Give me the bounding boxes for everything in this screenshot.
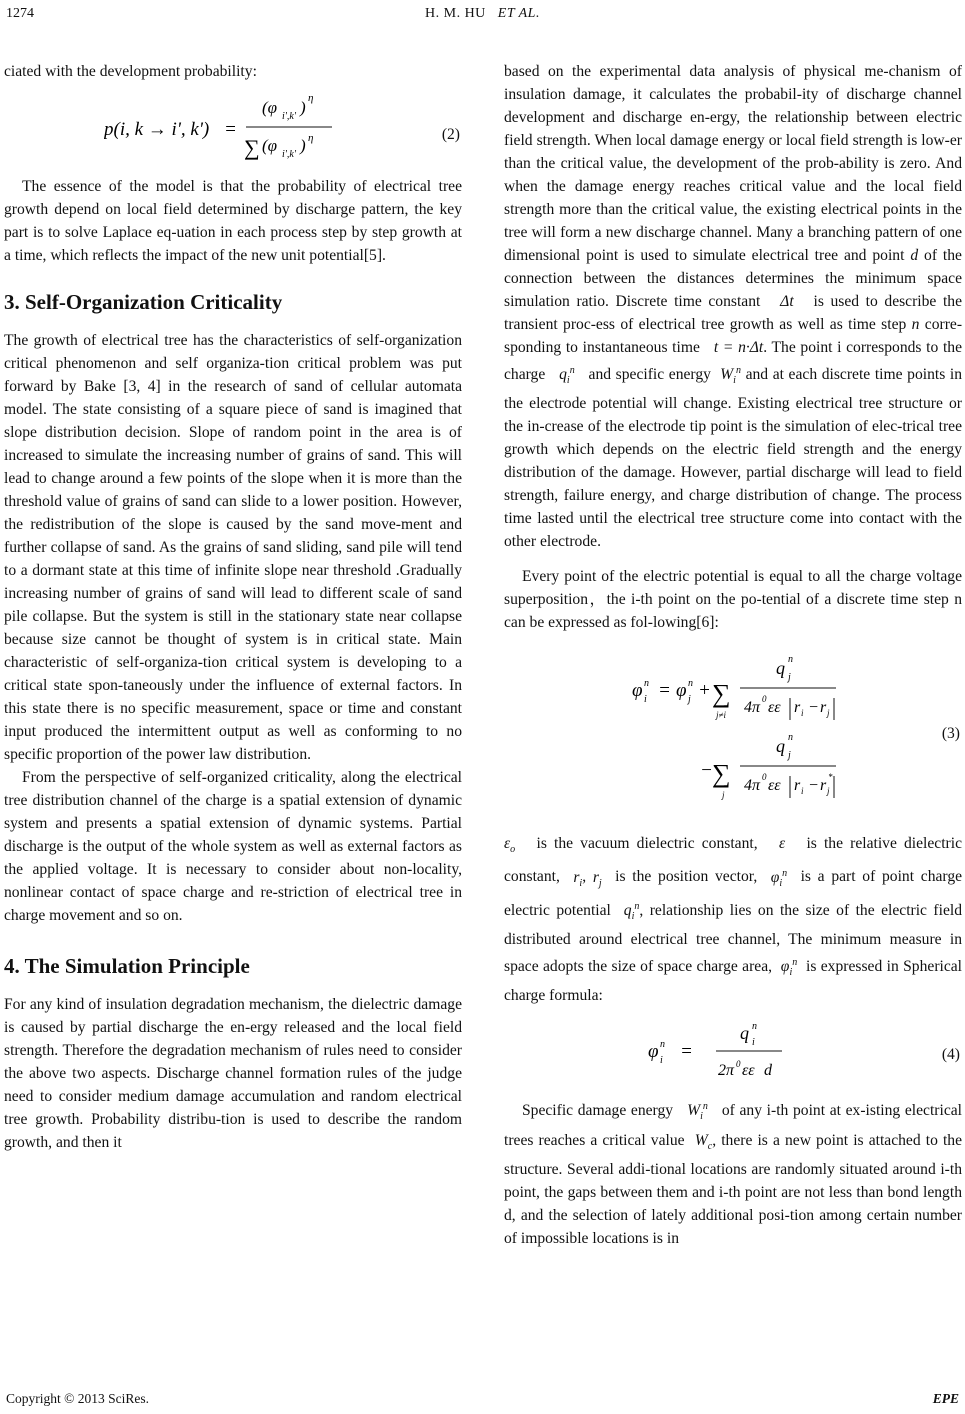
text-run: , there is a new point is attached to the structure. Several addi-tional locations are randomly situated around i-th point, the gaps between them and i-th point are not less than bond length d, and the selection of lately additional posi-tion among certain number of impossible locations is in	[504, 1131, 963, 1247]
equation-4-formula	[644, 1017, 844, 1087]
right-column	[504, 60, 962, 1250]
symbol-d: d	[910, 247, 919, 264]
left-column	[4, 60, 462, 1154]
svg-text:j: j	[788, 750, 791, 762]
symbol-w-c: $W_c$	[694, 1131, 713, 1152]
svg-text:j: j	[827, 786, 830, 797]
svg-text:φ: φ	[632, 680, 643, 702]
paragraph-symbol-definitions: $\varepsilon_o$ is the vacuum dielectric constant, ε is the relative dielectric constant, $r_i$, $r_j$ is the position vector, $\varphi_i^n$ is a part of point charge electric potential $q_i^n$, relationship lies on the size of the electric field distributed around electrical tree channel, The minimum measure in space adopts the size of space charge area, $\varphi_i^n$ is expressed in Spherical charge formula:	[504, 835, 963, 1005]
svg-text:i: i	[752, 1037, 755, 1049]
svg-text:(φ: (φ	[262, 98, 278, 117]
svg-text:n: n	[788, 732, 793, 744]
svg-text:): )	[300, 98, 306, 117]
svg-text:−: −	[808, 699, 819, 717]
svg-text:η: η	[308, 132, 314, 144]
equation-3-number: (3)	[941, 725, 960, 743]
equation-2	[4, 89, 462, 167]
symbol-r-j: $r_j$	[592, 868, 602, 889]
svg-text:*: *	[828, 772, 833, 783]
svg-text:q: q	[776, 658, 785, 679]
svg-text:n: n	[688, 678, 693, 690]
running-header-authors: H. M. HU	[425, 6, 486, 21]
text-run: is used to describe the transient proc-ess of electrical tree growth as well as time step	[504, 293, 963, 333]
svg-text:0: 0	[762, 772, 767, 783]
footer-journal: EPE	[932, 1391, 959, 1406]
svg-text:j: j	[722, 790, 725, 801]
svg-text:φ: φ	[676, 680, 687, 702]
paragraph-potential: Every point of the electric potential is equal to all the charge voltage superposition，the i-th point on the po-tential of a discrete time step n can be expressed as fol-lowing[6]:	[504, 568, 962, 632]
paragraph-soc-1: The growth of electrical tree has the characteristics of self-organization critical phenomenon and self organiza-tion critical problem was put forward by Bake [3, 4] in the research of sand of cellular automata model. The state consisting of a square piece of sand is imagined that slope distribution decision. Slope of random point in the area is of increased to simulate the increasing number of grains of sand. This will lead to change around a few points of the slope when it is more than the threshold value of grains of sand can slide to a lower position. However, the redistribution of the slope is caused by the sand move-ment and further collapse of sand. As the grains of sand sliding, sand pile will tend to a dormant state at this time of infinite slope near threshold .Gradually increasing number of grains of sand will lead to different scale of sand pile collapse. But the system is still in the stationary state near collapse because size cannot be thought of system is in critical state. Main characteristic of self-organiza-tion critical system is developing to a critical state spon-taneously under the influence of external factors. In this state there is no specific measurement, space or time and constant input produced the intermittent output as well as conforming to no specific proportion of the power law distribution.	[4, 332, 462, 763]
paragraph-model-essence: The essence of the model is that the probability of electrical tree growth depend on local field determined by discharge pattern, the key part is to solve Laplace eq-uation in each process step by step growth at a time, which reflects the impact of the new unit potential[5].	[4, 178, 462, 264]
text-run: is the vacuum dielectric constant,	[536, 835, 758, 853]
text-run: and at each discrete time points in the electrode potential will change. Existing electrical tree structure or the in-crease of the electrode tip point is the simulation of elec-trical tree growth which depends on the electric field strength and the energy distribution of the damage. However, partial discharge will lead to field strength, failure energy, and charge distribution of change. The process time lasted until the electrical tree structure come into contact with the other electrode.	[504, 366, 963, 551]
svg-text:4π: 4π	[744, 699, 761, 717]
svg-text:−: −	[700, 760, 713, 782]
symbol-delta-t: Δt	[780, 293, 794, 310]
text-run: is the relative dielectric constant,	[504, 835, 963, 886]
svg-text:i',k': i',k'	[282, 111, 296, 122]
equation-2-number: (2)	[441, 126, 460, 143]
svg-text:εε: εε	[742, 1062, 755, 1080]
svg-text:j: j	[688, 694, 691, 706]
text-run: based on the experimental data analysis of physical me-chanism of insulation damage, it calculates the probabil-ity of discharge channel development and discharge en-ergy, the relationship between electric field strength. When local damage energy or local field strength is low-er than the critical value, the development of the prob-ability is zero. And when the damage energy reaches critical value and the local field strength more than the critical value, the existing electrical points in the tree will form a new discharge channel. Many a branching pattern of one dimensional point is used to simulate electrical tree and point	[504, 63, 962, 264]
svg-text:∑: ∑	[712, 679, 731, 709]
section-heading-4: 4. The Simulation Principle	[4, 954, 250, 978]
svg-text:0: 0	[736, 1059, 741, 1070]
equation-3	[504, 644, 962, 824]
text-run: is the position vector,	[615, 868, 758, 886]
equation-2-formula	[104, 89, 524, 167]
equation-3-formula	[614, 644, 944, 824]
text-run: of any i-th point at ex-isting electrical trees reaches a critical value	[504, 1102, 962, 1149]
paragraph-soc-2: From the perspective of self-organized criticality, along the electrical tree distribution channel of the charge is a spatial extension of dynamic system and presents a spatial extension of dynamic systems. Partial discharge is the output of the whole system as well as external factors as the applied voltage. It is necessary to consider about non-locality, nonlinear contact of space charge and re-striction of electrical tree in charge movement and so on.	[4, 769, 462, 924]
running-header	[0, 6, 965, 22]
svg-text:2π: 2π	[718, 1062, 735, 1080]
svg-text:n: n	[660, 1039, 665, 1051]
svg-text:(φ: (φ	[262, 136, 278, 155]
running-header-et-al: ET AL.	[497, 6, 540, 21]
symbol-q-in-2: $q_i^n$	[623, 900, 640, 922]
symbol-w-in: $W_i^n$	[720, 365, 741, 387]
svg-text:r: r	[794, 777, 801, 795]
svg-text:r: r	[794, 699, 801, 717]
text-run: Specific damage energy	[522, 1102, 674, 1120]
paragraph-simulation-continued	[504, 60, 962, 553]
svg-text:n: n	[752, 1021, 757, 1033]
svg-text:εε: εε	[768, 699, 781, 717]
symbol-epsilon-0: $\varepsilon_o$	[504, 835, 516, 856]
svg-text:j: j	[827, 708, 830, 719]
symbol-phi-in-2: $\varphi_i^n$	[780, 957, 798, 979]
svg-text:i: i	[801, 708, 804, 719]
svg-text:=: =	[680, 1041, 693, 1063]
svg-text:n: n	[788, 654, 793, 666]
equation-4-number: (4)	[941, 1046, 960, 1064]
text-run: corre-sponding to instantaneous time	[504, 316, 963, 356]
svg-text:4π: 4π	[744, 777, 761, 795]
symbol-q-in: $q_i^n$	[559, 365, 575, 387]
svg-text:=: =	[224, 119, 237, 140]
svg-text:∑: ∑	[712, 759, 731, 789]
equation-4	[504, 1017, 962, 1087]
svg-text:p(i, k → i', k'): p(i, k → i', k')	[104, 119, 210, 140]
paragraph-damage-energy	[504, 1095, 962, 1249]
symbol-phi-in: $\varphi_i^n$	[770, 867, 788, 889]
left-intro-line: ciated with the development probability:	[4, 63, 257, 80]
svg-text:=: =	[658, 680, 671, 702]
svg-text:−: −	[808, 777, 819, 795]
svg-text:i: i	[644, 694, 647, 706]
svg-text:εε: εε	[768, 777, 781, 795]
svg-text:i: i	[801, 786, 804, 797]
text-run: of the connection between the distances determines the minimum space simulation ratio. Discrete time constant	[504, 247, 962, 310]
svg-text:j≠i: j≠i	[716, 710, 726, 721]
text-run: and specific energy	[588, 366, 711, 384]
page-number: 1274	[6, 6, 34, 21]
symbol-w-i-n: $W_i^n$	[687, 1101, 708, 1123]
svg-text:): )	[300, 136, 306, 155]
symbol-r-i: $r_i$	[573, 868, 583, 889]
svg-text:n: n	[644, 678, 649, 690]
symbol-n: n	[911, 316, 920, 333]
symbol-epsilon: ε	[778, 835, 786, 853]
svg-text:∑: ∑	[244, 135, 260, 160]
paragraph-simulation-1: For any kind of insulation degradation mechanism, the dielectric damage is caused by partial discharge the en-ergy released and the local field strength. Therefore the degradation mechanism of rules need to consider the above two aspects. Discharge channel formation rules of the judge need to consider medium damage accumulation and random electrical tree growth. Probability distribu-tion is used to describe the random growth, and then it	[4, 996, 462, 1151]
svg-text:η: η	[308, 92, 314, 104]
svg-text:q: q	[776, 736, 785, 757]
footer-copyright: Copyright © 2013 SciRes.	[6, 1391, 150, 1406]
svg-text:i',k': i',k'	[282, 149, 296, 160]
svg-text:i: i	[660, 1055, 663, 1067]
svg-text:φ: φ	[648, 1041, 659, 1063]
section-heading-3: 3. Self-Organization Criticality	[4, 290, 283, 314]
svg-text:q: q	[740, 1023, 749, 1044]
text-run: is a part of point charge electric potential	[504, 868, 963, 919]
svg-text:r: r	[820, 699, 827, 717]
svg-text:j: j	[788, 672, 791, 684]
svg-text:d: d	[764, 1062, 772, 1080]
svg-text:r: r	[820, 777, 827, 795]
symbol-t-equation: t = n·Δt	[713, 339, 764, 356]
text-run: , relationship lies on the size of the electric field distributed around electrical tree channel, The minimum measure in space adopts the size of space charge area,	[504, 901, 962, 976]
svg-text:+: +	[698, 680, 711, 702]
svg-text:0: 0	[762, 694, 767, 705]
text-run: . The point i corresponds to the charge	[504, 339, 962, 384]
text-run: is expressed in Spherical charge formula:	[504, 958, 963, 1005]
